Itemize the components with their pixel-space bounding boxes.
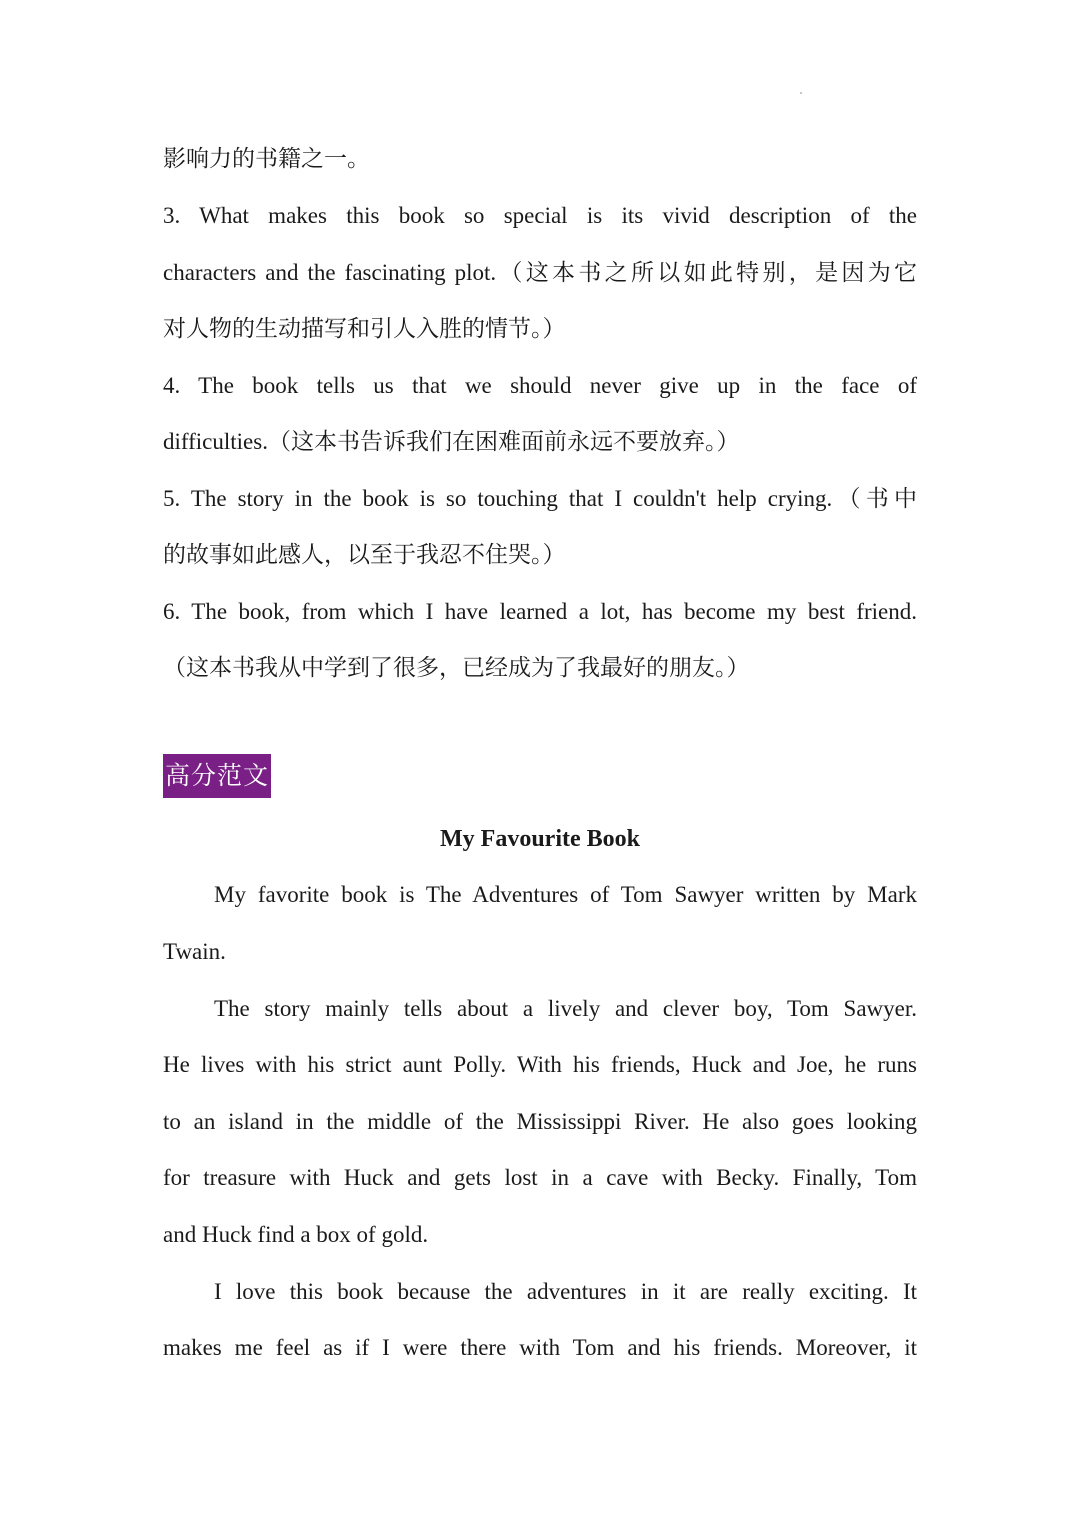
essay-line: My favorite book is The Adventures of Tom Sawyer written by Mark (214, 882, 917, 907)
essay-line: He lives with his strict aunt Polly. With his friends, Huck and Joe, he runs (163, 1052, 917, 1077)
essay-line: I love this book because the adventures in it are really exciting. It (214, 1279, 917, 1304)
text-line: 6. The book, from which I have learned a lot, has become my best friend. (163, 599, 917, 624)
text-line: 5. The story in the book is so touching that I couldn't help crying.（书中 (163, 486, 917, 511)
essay-line: Twain. (163, 939, 226, 964)
essay-line: makes me feel as if I were there with Tom and his friends. Moreover, it (163, 1335, 917, 1360)
essay-line: to an island in the middle of the Mississippi River. He also goes looking (163, 1109, 917, 1134)
text-line: 对人物的生动描写和引人入胜的情节。） (163, 316, 566, 341)
essay-line: The story mainly tells about a lively and clever boy, Tom Sawyer. (214, 996, 917, 1021)
text-line: difficulties.（这本书告诉我们在困难面前永远不要放弃。） (163, 429, 740, 454)
essay-line: and Huck find a box of gold. (163, 1222, 429, 1247)
section-badge: 高分范文 (163, 754, 271, 798)
text-line: （这本书我从中学到了很多，已经成为了我最好的朋友。） (163, 655, 750, 680)
essay-line: for treasure with Huck and gets lost in a cave with Becky. Finally, Tom (163, 1165, 917, 1190)
essay-title: My Favourite Book (440, 826, 640, 852)
text-line: characters and the fascinating plot.（这本书之所以如此特别，是因为它 (163, 260, 917, 285)
text-line: 的故事如此感人，以至于我忍不住哭。） (163, 542, 566, 567)
page-speck (800, 92, 802, 94)
text-line: 影响力的书籍之一。 (163, 146, 370, 171)
text-line: 3. What makes this book so special is its vivid description of the (163, 203, 917, 228)
text-line: 4. The book tells us that we should never give up in the face of (163, 373, 917, 398)
